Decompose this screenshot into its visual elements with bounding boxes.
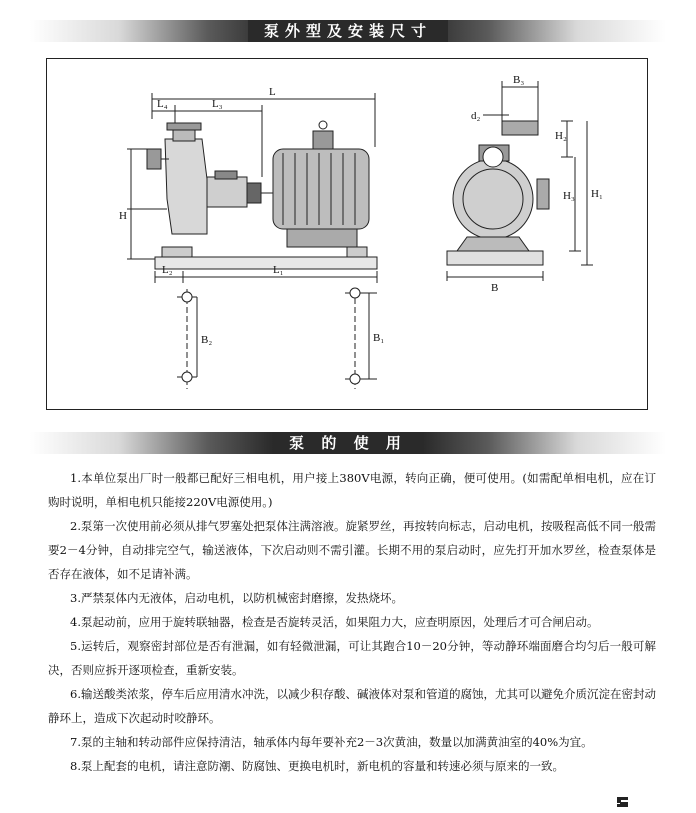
dim-H2: H₂ (555, 130, 567, 142)
base-plate (155, 257, 377, 269)
pump-dimension-drawing (46, 58, 648, 410)
end-view-motor (453, 159, 533, 239)
dim-L2: L₂ (162, 264, 173, 276)
usage-item-3: 3.严禁泵体内无液体，启动电机，以防机械密封磨擦，发热烧坏。 (70, 591, 403, 605)
dim-L3: L₃ (212, 98, 223, 110)
dim-H3: H₃ (563, 190, 575, 202)
usage-section-banner (30, 432, 666, 454)
usage-section-title: 泵 的 使 用 (273, 432, 423, 454)
usage-item-8: 8.泵上配套的电机，请注意防潮、防腐蚀、更换电机时，新电机的容量和转速必须与原来的一致。 (70, 759, 564, 773)
dim-d2: d₂ (471, 110, 481, 122)
dimensions-section-title: 泵外型及安装尺寸 (248, 20, 448, 42)
page-corner-mark (616, 796, 634, 808)
dimensions-section-banner (30, 20, 666, 42)
dim-B2: B₂ (201, 334, 213, 346)
pump-casing (165, 139, 207, 234)
usage-item-6: 6.输送酸类浓浆，停车后应用清水冲洗，以减少积存酸、碱液体对泵和管道的腐蚀，尤其可以避免介质沉淀在密封动静环上，造成下次起动时咬静环。 (48, 687, 656, 725)
end-view-base (447, 251, 543, 265)
usage-item-1: 1.本单位泵出厂时一般都已配好三相电机，用户接上380V电源，转向正确，便可使用。(如需配单相电机，应在订购时说明，单相电机只能接220V电源使用。) (48, 471, 656, 509)
usage-item-7: 7.泵的主轴和转动部件应保持清洁，轴承体内每年要补充2－3次黄油，数量以加满黄油室的40%为宜。 (70, 735, 593, 749)
usage-item-4: 4.泵起动前，应用于旋转联轴器，检查是否旋转灵活，如果阻力大，应查明原因，处理后才可合闸启动。 (70, 615, 599, 629)
dim-L1: L₁ (273, 264, 284, 276)
usage-item-2: 2.泵第一次使用前必须从排气罗塞处把泵体注满溶液。旋紧罗丝，再按转向标志，启动电机，按吸程高低不同一般需要2－4分钟，自动排完空气，输送液体，下次启动则不需引灌。长期不用的泵启动时，应先打开加水罗丝，检查泵体是否存在液体，如不足请补满。 (48, 519, 656, 581)
usage-instructions (48, 466, 656, 778)
dim-L: L (269, 86, 276, 98)
dim-B3: B₃ (513, 74, 525, 86)
usage-item-5: 5.运转后，观察密封部位是否有泄漏，如有轻微泄漏，可让其跑合10－20分钟，等动静环端面磨合均匀后一般可解决，否则应拆开逐项检查，重新安装。 (48, 639, 656, 677)
dim-H1: H₁ (591, 188, 603, 200)
dim-B1: B₁ (373, 332, 385, 344)
dim-H: H (119, 210, 127, 222)
dim-L4: L₄ (157, 98, 168, 110)
pump-drawing-svg (47, 59, 649, 411)
dim-B: B (491, 282, 499, 294)
